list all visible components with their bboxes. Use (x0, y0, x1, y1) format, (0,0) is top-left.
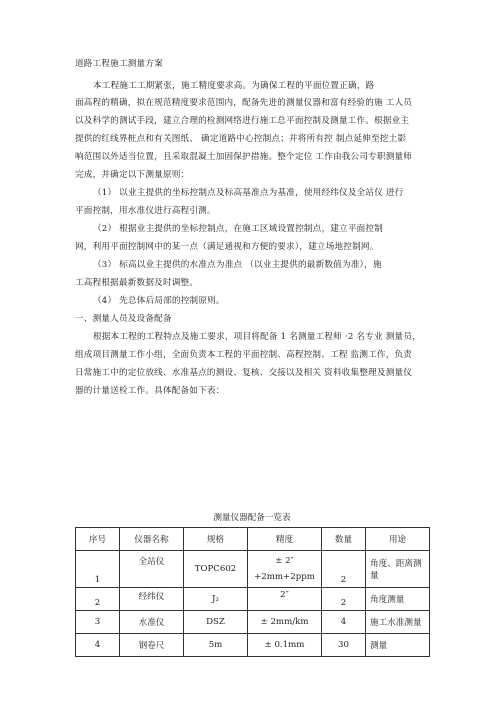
paragraph-line: （4） 先总体后局部的控制原则。 (93, 296, 225, 306)
table-cell-spec: 5m (184, 634, 248, 657)
table-row (76, 634, 430, 657)
paragraph-line: 响范围以外适当位置，且采取混凝土加固保护措施。整个定位 工作由我公司专职测量师 (75, 152, 413, 162)
table-header-row (76, 528, 430, 551)
instrument-table (75, 527, 430, 657)
table-cell-precision: 2″ (248, 588, 322, 611)
table-header: 数量 (322, 528, 366, 551)
paragraph-line: 日常施工中的定位放线、水准基点的测设、复核、交接以及相关 资料收集整理及测量仪 (75, 368, 413, 378)
paragraph-line: 完成，并确定以下测量原则： (75, 170, 190, 180)
table-row (76, 588, 430, 611)
table-cell-spec: J₂ (184, 588, 248, 611)
table-cell-qty: 2 (322, 588, 366, 611)
paragraph-line: （1） 以业主提供的坐标控制点及标高基准点为基准，使用经纬仪及全站仪 进行 (93, 188, 404, 198)
table-row (76, 551, 430, 588)
table-cell-use: 角度、距离测量 (366, 551, 430, 588)
table-cell-no: 4 (76, 634, 120, 657)
table-cell-name: 钢卷尺 (120, 634, 184, 657)
table-header: 序号 (76, 528, 120, 551)
table-cell-precision: ± 0.1mm (248, 634, 322, 657)
table-cell-use: 测量 (366, 634, 430, 657)
table-cell-name: 经纬仪 (120, 588, 184, 611)
table-cell-qty: 2 (322, 551, 366, 588)
section-heading: 一、测量人员及设备配备 (75, 314, 172, 324)
paragraph-line: 工高程根据最新数据及时调整。 (75, 278, 199, 288)
table-cell-spec: DSZ (184, 611, 248, 634)
table-header: 用途 (366, 528, 430, 551)
paragraph-line: 组成项目测量工作小组，全面负责本工程的平面控制、高程控制、工程 监测工作，负责 (75, 350, 413, 360)
paragraph-line: 平面控制，用水准仪进行高程引测。 (75, 206, 216, 216)
table-header: 仪器名称 (120, 528, 184, 551)
precision-bottom: +2mm+2ppm (254, 572, 315, 582)
table-cell-qty: 30 (322, 634, 366, 657)
paragraph-line: 以及科学的测试手段，建立合理的检测网络进行施工总平面控制及测量工作。根据业主 (75, 116, 410, 126)
precision-top: ± 2″ (275, 556, 294, 566)
table-cell-spec: TOPC602 (184, 551, 248, 588)
paragraph-line: 根据本工程的工程特点及施工要求，项目将配备 1 名测量工程师 ·2 名专业 测量员， (93, 332, 421, 342)
paragraph-line: 网，利用平面控制网中的某一点（满足通视和方便的要求），建立场地控制网。 (75, 242, 379, 252)
paragraph-line: 本工程施工工期紧张，施工精度要求高。为确保工程的平面位置正确，路 (93, 81, 375, 91)
table-cell-no: 2 (76, 588, 120, 611)
table-header: 规格 (184, 528, 248, 551)
table-row (76, 611, 430, 634)
table-cell-qty: 4 (322, 611, 366, 634)
document-title: 道路工程施工测量方案 (75, 59, 163, 69)
table-cell-no: 1 (76, 551, 120, 588)
table-caption: 测量仪器配备一览表 (213, 513, 291, 523)
paragraph-line: 器的计量送检工作。具体配备如下表： (75, 386, 225, 396)
table-cell-precision (248, 551, 322, 588)
table-cell-use: 角度测量 (366, 588, 430, 611)
table-cell-precision: ± 2mm/km (248, 611, 322, 634)
table-cell-no: 3 (76, 611, 120, 634)
table-cell-use: 施工水准测量 (366, 611, 430, 634)
table-cell-name: 水准仪 (120, 611, 184, 634)
paragraph-line: 面高程的精确，拟在规范精度要求范围内，配备先进的测量仪器和富有经验的施 工人员 (75, 98, 413, 108)
table-cell-name: 全站仪 (120, 551, 184, 588)
paragraph-line: 提供的红线界桩点和有关图纸、 确定道路中心控制点；并将所有控 制点延伸至挖土影 (75, 134, 407, 144)
table-header: 精度 (248, 528, 322, 551)
paragraph-line: （3） 标高以业主提供的水准点为准点 （以业主提供的最新数值为准），施 (93, 260, 382, 270)
paragraph-line: （2） 根据业主提供的坐标控制点，在施工区域设置控制点，建立平面控制 (93, 224, 384, 234)
